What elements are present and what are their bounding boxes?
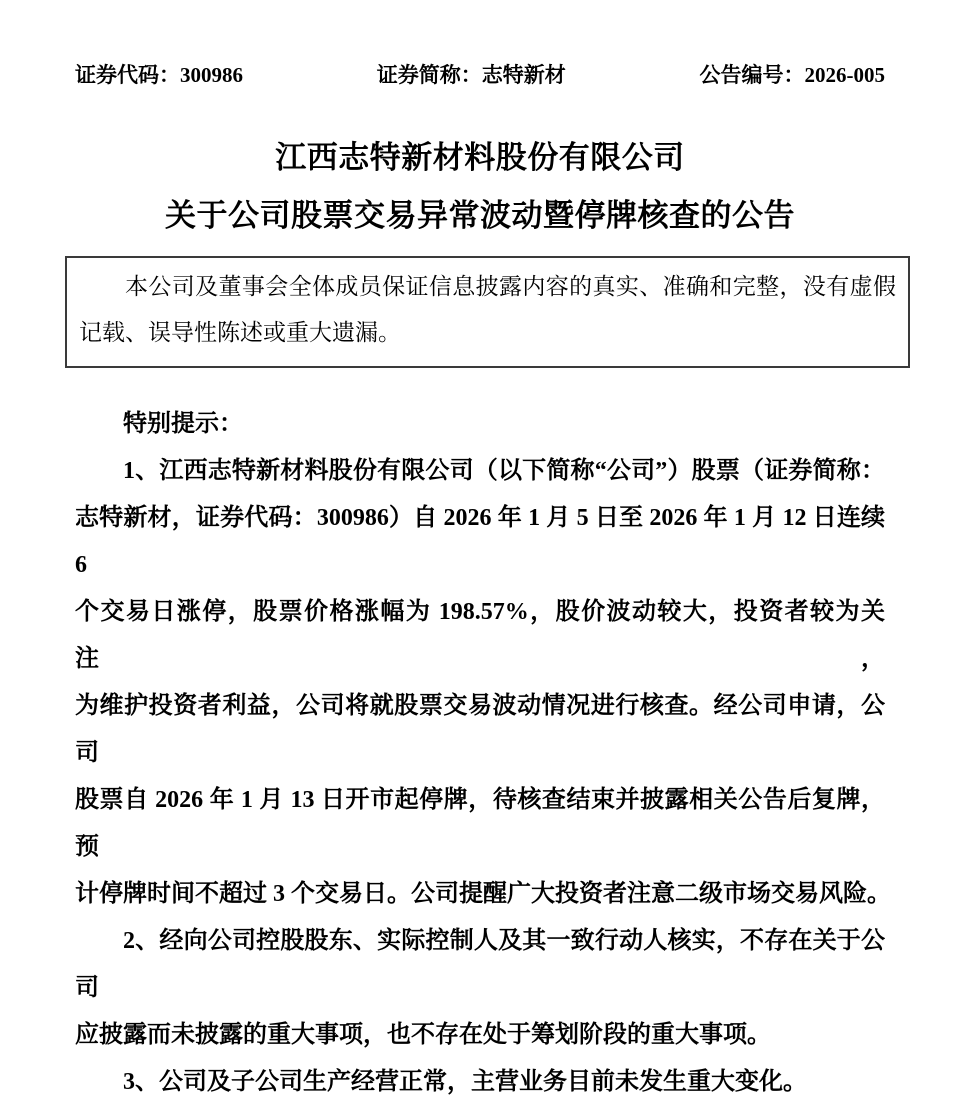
declaration-line: 记载、误导性陈述或重大遗漏。 — [79, 320, 401, 345]
declaration-box — [65, 256, 910, 368]
special-notice-heading: 特别提示： — [123, 411, 243, 437]
document-header — [75, 62, 885, 88]
stock-code: 证券代码：300986 — [75, 63, 243, 87]
announcement-number: 公告编号：2026-005 — [699, 63, 885, 87]
paragraph-line: 个交易日涨停，股票价格涨幅为 198.57%，股价波动较大，投资者较为关注， — [75, 599, 885, 672]
paragraph-1 — [75, 448, 891, 918]
paragraph-line: 计停牌时间不超过 3 个交易日。公司提醒广大投资者注意二级市场交易风险。 — [75, 881, 891, 907]
paragraph-line: 3、公司及子公司生产经营正常，主营业务目前未发生重大变化。 — [123, 1069, 807, 1095]
paragraph-line: 应披露而未披露的重大事项，也不存在处于筹划阶段的重大事项。 — [75, 1022, 771, 1048]
paragraph-3 — [75, 1059, 885, 1106]
stock-name: 证券简称：志特新材 — [376, 63, 566, 87]
paragraph-line: 1、江西志特新材料股份有限公司（以下简称“公司”）股票（证券简称： — [123, 458, 885, 484]
paragraph-line: 2、经向公司控股股东、实际控制人及其一致行动人核实，不存在关于公司 — [75, 928, 885, 1001]
declaration-line: 本公司及董事会全体成员保证信息披露内容的真实、准确和完整，没有虚假 — [125, 274, 896, 299]
paragraph-line: 志特新材，证券代码：300986）自 2026 年 1 月 5 日至 2026 年 1 月 12 日连续 6 — [75, 505, 885, 578]
announcement-title: 关于公司股票交易异常波动暨停牌核查的公告 — [165, 198, 795, 233]
company-title: 江西志特新材料股份有限公司 — [275, 140, 685, 175]
paragraph-2 — [75, 918, 885, 1059]
announcement-body — [75, 401, 891, 1106]
paragraph-line: 股票自 2026 年 1 月 13 日开市起停牌，待核查结束并披露相关公告后复牌，预 — [75, 787, 885, 860]
paragraph-line: 为维护投资者利益，公司将就股票交易波动情况进行核查。经公司申请，公司 — [75, 693, 885, 766]
